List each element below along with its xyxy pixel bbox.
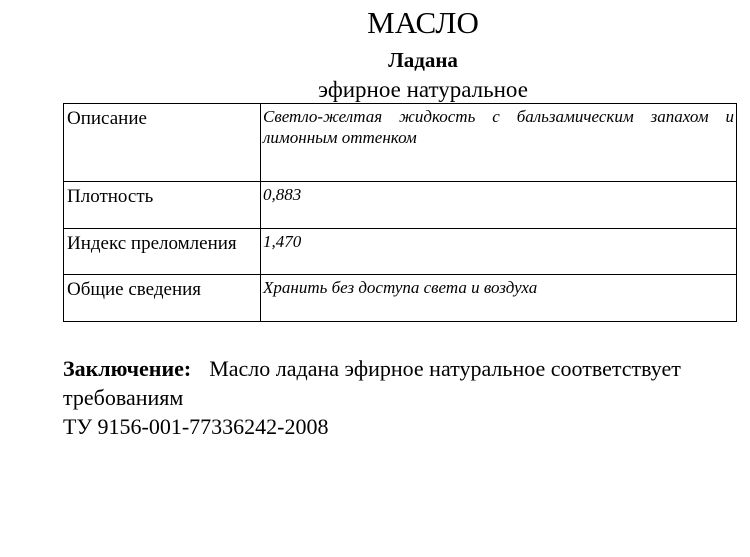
conclusion-line bbox=[63, 354, 750, 383]
row-value-general-info: Хранить без доступа света и воздуха bbox=[261, 275, 737, 322]
row-value-refractive-index: 1,470 bbox=[261, 229, 737, 275]
specification-table bbox=[63, 103, 737, 322]
row-label-density: Плотность bbox=[64, 182, 261, 229]
table-row bbox=[64, 182, 737, 229]
row-value-description: Светло-желтая жидкость с бальзамическим запахом и лимонным оттенком bbox=[261, 104, 737, 182]
conclusion-requirements: требованиям bbox=[63, 385, 184, 410]
document-subtitle: Ладана bbox=[388, 48, 458, 72]
document-title: МАСЛО bbox=[367, 5, 479, 40]
table-row bbox=[64, 104, 737, 182]
row-label-general-info: Общие сведения bbox=[64, 275, 261, 322]
conclusion-label: Заключение: bbox=[63, 356, 192, 381]
table-row bbox=[64, 229, 737, 275]
conclusion-standard: ТУ 9156-001-77336242-2008 bbox=[63, 414, 329, 439]
row-label-description: Описание bbox=[64, 104, 261, 182]
table-row bbox=[64, 275, 737, 322]
conclusion-text: Масло ладана эфирное натуральное соответствует bbox=[209, 356, 681, 381]
row-label-refractive-index: Индекс преломления bbox=[64, 229, 261, 275]
row-value-density: 0,883 bbox=[261, 182, 737, 229]
document-descriptor: эфирное натуральное bbox=[318, 77, 528, 102]
conclusion-block bbox=[63, 354, 750, 441]
